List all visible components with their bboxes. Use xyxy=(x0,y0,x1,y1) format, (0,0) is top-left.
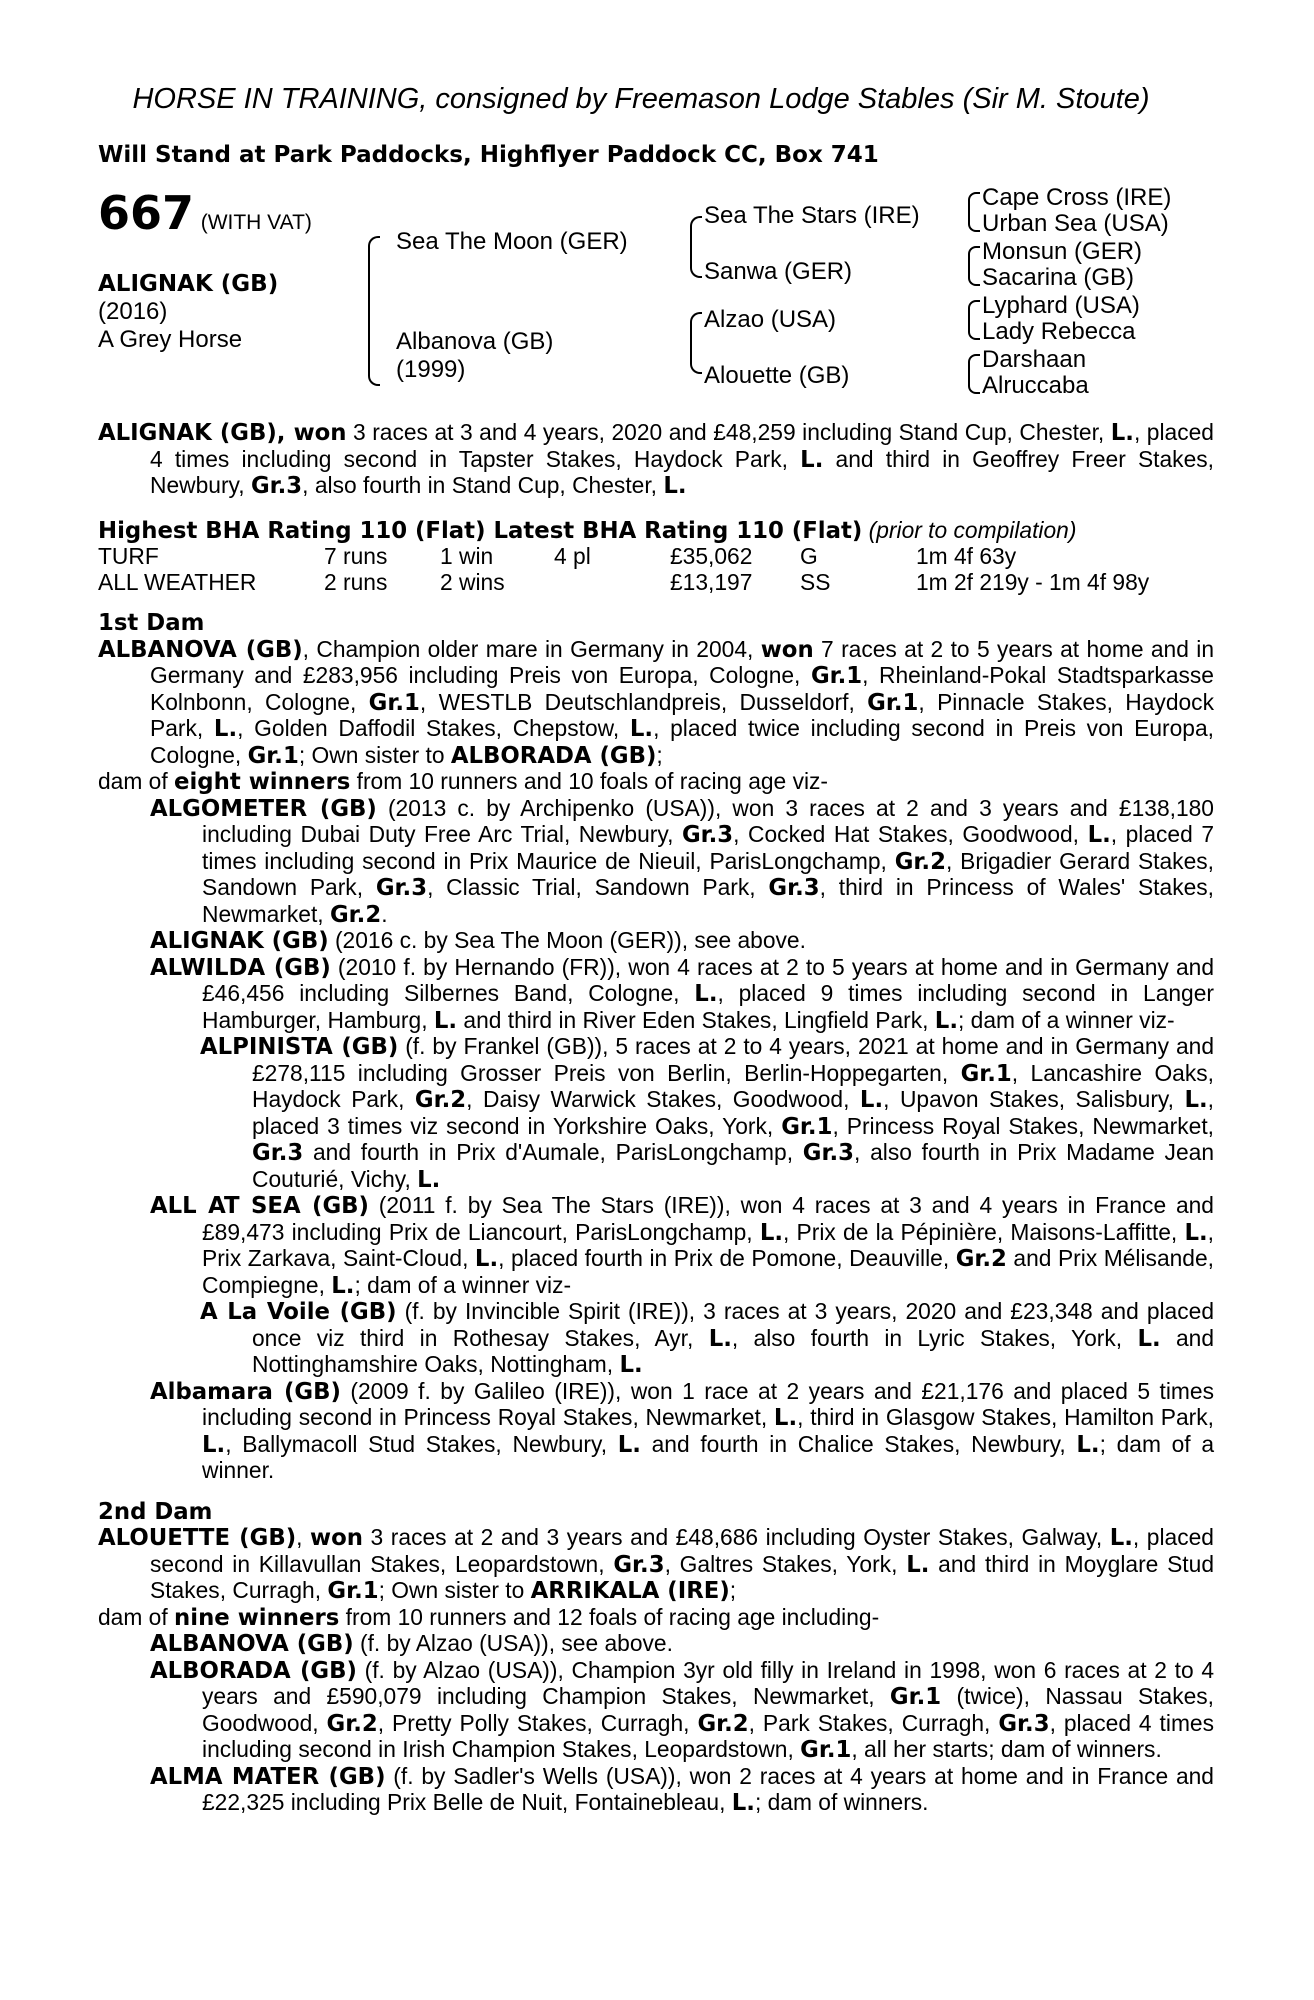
great-granddam-1: Urban Sea (USA) xyxy=(982,210,1169,237)
rating-wins: 2 wins xyxy=(440,568,505,595)
dam-name: Albanova (GB) xyxy=(396,328,554,355)
ratings-row-all-weather xyxy=(98,570,1214,596)
text-run: and fourth in Chalice Stakes, Newbury, xyxy=(640,1430,1077,1457)
second-dam-produce-line xyxy=(98,1605,1214,1632)
bold-text-run: Gr.3 xyxy=(681,822,734,848)
bold-text-run: L. xyxy=(433,1007,458,1034)
text-run: . xyxy=(381,900,388,927)
text-run: , placed 9 times including second in Langer Hamburger, Hamburg, xyxy=(202,980,1214,1033)
bold-text-run: Gr.1 xyxy=(800,1737,852,1763)
rating-surface: TURF xyxy=(98,543,159,569)
produce-alignak xyxy=(98,928,1214,955)
text-run: , Cocked Hat Stakes, Goodwood, xyxy=(733,821,1088,847)
summary-won: won xyxy=(293,420,347,446)
bold-text-run: Gr.3 xyxy=(768,875,820,901)
summary-listed-1: L. xyxy=(1110,420,1134,446)
bold-text-run: L. xyxy=(202,1431,226,1458)
ratings-label: Highest BHA Rating 110 (Flat) Latest BHA Rating 110 (Flat) xyxy=(98,517,863,544)
text-run: , placed 7 times including second in Prix Maurice de Nieuil, ParisLongchamp, xyxy=(202,821,1214,874)
bold-text-run: Gr.1 xyxy=(327,1578,379,1604)
text-run: (2011 f. by Sea The Stars (IRE)), won 4 races at 3 and 4 years in France and £89,473 including Prix de Liancourt, ParisLongchamp, xyxy=(202,1192,1214,1245)
text-run: (f. by Frankel (GB)), 5 races at 2 to 4 years, 2021 at home and in Germany and £278,115 including Grosser Preis von Berlin, Berlin-Hoppegarten, xyxy=(252,1033,1214,1086)
bold-text-run: L. xyxy=(1184,1087,1208,1113)
bold-text-run: L. xyxy=(934,1007,958,1034)
text-run: 3 races at 2 and 3 years and £48,686 including Oyster Stakes, Galway, xyxy=(362,1524,1110,1550)
bold-text-run: ALBORADA (GB) xyxy=(150,1657,357,1684)
dam-dam-name: Alouette (GB) xyxy=(704,362,850,389)
text-run: , Prix Zarkava, Saint-Cloud, xyxy=(202,1218,1214,1271)
text-run: (f. by Alzao (USA)), Champion 3yr old filly in Ireland in 1998, won 6 races at 2 to 4 years and £590,079 including Champion Stakes, Newmarket, xyxy=(202,1656,1214,1709)
bold-text-run: L. xyxy=(619,1352,643,1378)
bold-text-run: L. xyxy=(773,1405,798,1431)
produce-all-at-sea xyxy=(98,1193,1214,1299)
ratings-heading xyxy=(98,518,1214,545)
text-run: , Ballymacoll Stud Stakes, Newbury, xyxy=(225,1430,618,1457)
bold-text-run: ALIGNAK (GB) xyxy=(150,928,329,954)
rating-distance: 1m 4f 63y xyxy=(916,543,1017,569)
summary-text-1: 3 races at 3 and 4 years, 2020 and £48,259 including Stand Cup, Chester, xyxy=(346,419,1111,445)
text-run: (f. by Sadler's Wells (USA)), won 2 races at 4 years at home and in France and £22,325 including Prix Belle de Nuit, Fontainebleau, xyxy=(202,1762,1214,1815)
bold-text-run: won xyxy=(760,636,814,663)
text-run: , placed second in Killavullan Stakes, Leopardstown, xyxy=(150,1524,1214,1577)
bold-text-run: L. xyxy=(708,1325,732,1352)
text-run: , Upavon Stakes, Salisbury, xyxy=(883,1086,1185,1112)
text-run: , Rheinland-Pokal Stadtsparkasse Kolnbonn, Cologne, xyxy=(150,662,1214,715)
bold-text-run: nine winners xyxy=(174,1604,340,1631)
text-run: , Park Stakes, Curragh, xyxy=(748,1709,999,1736)
summary-horse-name: ALIGNAK (GB), xyxy=(98,420,294,446)
sire-sire-name: Sea The Stars (IRE) xyxy=(704,202,920,229)
produce-algometer xyxy=(98,796,1214,929)
bold-text-run: ALOUETTE (GB) xyxy=(98,1525,297,1551)
rating-places: 4 pl xyxy=(554,543,591,569)
pedigree-block xyxy=(98,180,1214,420)
great-granddam-2: Sacarina (GB) xyxy=(982,264,1135,291)
bold-text-run: Gr.3 xyxy=(613,1551,665,1578)
grand-brace-1 xyxy=(968,192,980,232)
bold-text-run: won xyxy=(310,1525,363,1551)
text-run: , Golden Daffodil Stakes, Chepstow, xyxy=(237,715,630,741)
ratings-row-turf xyxy=(98,544,1214,570)
first-dam-entry xyxy=(98,637,1214,770)
bold-text-run: L. xyxy=(1076,1431,1100,1458)
produce-alpinista xyxy=(98,1034,1214,1193)
dam-parents-brace xyxy=(690,312,702,374)
text-run: (2009 f. by Galileo (IRE)), won 1 race at 2 years and £21,176 and placed 5 times including second in Princess Royal Stakes, Newmarket, xyxy=(202,1377,1214,1430)
bold-text-run: L. xyxy=(629,716,654,742)
bold-text-run: Gr.2 xyxy=(329,901,382,928)
text-run: ; dam of winners. xyxy=(754,1789,929,1815)
rating-surface: ALL WEATHER xyxy=(98,568,257,595)
text-run: ; dam of a winner viz- xyxy=(354,1271,572,1298)
bold-text-run: L. xyxy=(617,1431,641,1458)
dam-year: (1999) xyxy=(396,356,466,383)
bold-text-run: Gr.3 xyxy=(998,1710,1050,1737)
bold-text-run: Gr.2 xyxy=(414,1087,467,1113)
produce-albamara xyxy=(98,1379,1214,1484)
bold-text-run: ALWILDA (GB) xyxy=(150,954,331,981)
text-run: , Galtres Stakes, York, xyxy=(664,1550,907,1577)
rating-wins: 1 win xyxy=(440,543,494,569)
produce-albanova xyxy=(98,1631,1214,1658)
text-run: , placed twice including second in Preis von Europa, Cologne, xyxy=(150,715,1214,768)
rating-runs: 2 runs xyxy=(324,568,388,595)
text-run: ; dam of a winner viz- xyxy=(957,1006,1175,1033)
text-run: and Prix Mélisande, Compiegne, xyxy=(202,1245,1214,1298)
bold-text-run: Gr.1 xyxy=(889,1684,942,1710)
grand-brace-2 xyxy=(968,246,980,286)
foaling-year: (2016) xyxy=(98,298,168,325)
bold-text-run: L. xyxy=(331,1272,355,1299)
text-run: , xyxy=(296,1524,311,1550)
first-dam-produce-line xyxy=(98,769,1214,796)
grand-brace-3 xyxy=(968,300,980,340)
dam-sire-name: Alzao (USA) xyxy=(704,306,837,333)
text-run: , Pinnacle Stakes, Haydock Park, xyxy=(150,688,1214,741)
text-run: dam of xyxy=(98,768,175,794)
text-run: , all her starts; dam of winners. xyxy=(851,1736,1162,1762)
rating-prize: £35,062 xyxy=(670,543,753,569)
ratings-note: (prior to compilation) xyxy=(868,516,1077,543)
lot-number: 667 xyxy=(98,186,195,240)
summary-text-2: , placed 4 times including second in Tapster Stakes, Haydock Park, xyxy=(150,419,1214,472)
produce-alwilda xyxy=(98,955,1214,1035)
sire-dam-name: Sanwa (GER) xyxy=(704,258,853,285)
text-run: (f. by Alzao (USA)), see above. xyxy=(353,1630,673,1656)
grand-brace-4 xyxy=(968,354,980,394)
bold-text-run: Gr.3 xyxy=(252,1140,304,1166)
bold-text-run: Gr.2 xyxy=(326,1710,378,1737)
text-run: ; xyxy=(656,741,663,768)
text-run: from 10 runners and 12 foals of racing age including- xyxy=(339,1603,880,1630)
bold-text-run: L. xyxy=(859,1087,884,1113)
bold-text-run: ALBANOVA (GB) xyxy=(150,1631,354,1657)
text-run: , Lancashire Oaks, Haydock Park, xyxy=(252,1059,1214,1112)
sire-name: Sea The Moon (GER) xyxy=(396,228,628,255)
bold-text-run: L. xyxy=(417,1166,441,1193)
text-run: , placed fourth in Prix de Pomone, Deauville, xyxy=(498,1245,956,1271)
text-run: ; Own sister to xyxy=(298,741,451,768)
bold-text-run: Albamara (GB) xyxy=(150,1378,341,1405)
lot-number-line xyxy=(98,188,312,238)
great-grandsire-3: Lyphard (USA) xyxy=(982,292,1140,319)
text-run: , Prix de la Pépinière, Maisons-Laffitte, xyxy=(783,1218,1185,1245)
summary-listed-3: L. xyxy=(663,473,687,499)
produce-alborada xyxy=(98,1658,1214,1764)
bold-text-run: Gr.3 xyxy=(802,1140,855,1166)
text-run: ; Own sister to xyxy=(378,1577,531,1603)
bold-text-run: ALGOMETER (GB) xyxy=(150,795,377,822)
bold-text-run: L. xyxy=(694,981,718,1007)
text-run: (f. by Invincible Spirit (IRE)), 3 races at 3 years, 2020 and £23,348 and placed once viz third in Rothesay Stakes, Ayr, xyxy=(252,1298,1214,1351)
summary-group-3: Gr.3 xyxy=(250,473,303,499)
text-run: ; xyxy=(729,1577,737,1603)
text-run: (twice), Nassau Stakes, Goodwood, xyxy=(202,1683,1215,1736)
rating-going: SS xyxy=(800,568,831,595)
text-run: and third in Moyglare Stud Stakes, Curragh, xyxy=(150,1550,1215,1603)
text-run: , Brigadier Gerard Stakes, Sandown Park, xyxy=(202,847,1214,900)
great-grandsire-4: Darshaan xyxy=(982,346,1087,373)
text-run: (2016 c. by Sea The Moon (GER)), see above. xyxy=(328,927,806,953)
consignment-heading: HORSE IN TRAINING, consigned by Freemason Lodge Stables (Sir M. Stoute) xyxy=(132,83,1150,115)
text-run: , third in Glasgow Stakes, Hamilton Park, xyxy=(797,1404,1214,1430)
sire-dam-brace xyxy=(368,236,380,386)
horse-name: ALIGNAK (GB) xyxy=(98,271,279,297)
summary-listed-2: L. xyxy=(800,446,824,473)
bold-text-run: Gr.1 xyxy=(247,742,299,769)
bold-text-run: L. xyxy=(1184,1219,1208,1246)
text-run: 7 races at 2 to 5 years at home and in Germany and £283,956 including Preis von Europa, Cologne, xyxy=(150,635,1215,688)
text-run: , placed 4 times including second in Irish Champion Stakes, Leopardstown, xyxy=(202,1709,1215,1762)
bold-text-run: Gr.1 xyxy=(960,1060,1012,1087)
text-run: , Pretty Polly Stakes, Curragh, xyxy=(377,1709,698,1736)
text-run: from 10 runners and 10 foals of racing age viz- xyxy=(350,768,829,794)
bold-text-run: L. xyxy=(1109,1525,1133,1551)
bold-text-run: ARRIKALA (IRE) xyxy=(530,1578,730,1604)
bold-text-run: Gr.2 xyxy=(894,848,946,875)
bold-text-run: ALBORADA (GB) xyxy=(450,742,657,769)
text-run: and fourth in Prix d'Aumale, ParisLongchamp, xyxy=(303,1139,803,1165)
bold-text-run: L. xyxy=(731,1790,755,1816)
horse-description: A Grey Horse xyxy=(98,326,243,353)
rating-going: G xyxy=(800,543,818,569)
bold-text-run: Gr.1 xyxy=(368,689,420,716)
text-run: , Classic Trial, Sandown Park, xyxy=(427,874,769,900)
first-dam-title: 1st Dam xyxy=(98,610,205,636)
bold-text-run: Gr.2 xyxy=(697,1710,749,1737)
produce-a-la-voile xyxy=(98,1299,1214,1379)
bold-text-run: L. xyxy=(759,1219,783,1246)
bold-text-run: Gr.1 xyxy=(867,689,919,716)
text-run: and Nottinghamshire Oaks, Nottingham, xyxy=(252,1324,1214,1377)
text-run: , also fourth in Prix Madame Jean Couturié, Vichy, xyxy=(252,1139,1214,1192)
summary-text-3: and third in Geoffrey Freer Stakes, Newbury, xyxy=(150,445,1214,498)
bold-text-run: ALPINISTA (GB) xyxy=(200,1034,399,1060)
ratings-block xyxy=(98,518,1214,596)
produce-alma-mater xyxy=(98,1764,1214,1817)
location-line: Will Stand at Park Paddocks, Highflyer Paddock CC, Box 741 xyxy=(98,142,879,168)
text-run: and third in River Eden Stakes, Lingfield Park, xyxy=(457,1006,935,1033)
bold-text-run: L. xyxy=(1137,1325,1161,1352)
second-dam-entry xyxy=(98,1525,1214,1605)
great-grandsire-1: Cape Cross (IRE) xyxy=(982,184,1172,211)
sire-parents-brace xyxy=(690,216,702,278)
bold-text-run: L. xyxy=(1087,822,1111,848)
text-run: , Champion older mare in Germany in 2004, xyxy=(302,635,761,662)
bold-text-run: Gr.1 xyxy=(781,1113,833,1140)
text-run: , also fourth in Lyric Stakes, York, xyxy=(731,1324,1138,1351)
great-granddam-4: Alruccaba xyxy=(982,372,1089,399)
text-run: dam of xyxy=(98,1603,175,1630)
rating-runs: 7 runs xyxy=(324,543,388,569)
text-run: ; dam of a winner. xyxy=(202,1430,1215,1483)
bold-text-run: Gr.3 xyxy=(375,875,428,901)
bold-text-run: L. xyxy=(474,1246,499,1272)
bold-text-run: A La Voile (GB) xyxy=(200,1299,397,1325)
text-run: (2013 c. by Archipenko (USA)), won 3 races at 2 and 3 years and £138,180 including Dubai Duty Free Arc Trial, Newbury, xyxy=(202,794,1214,847)
bold-text-run: Gr.2 xyxy=(955,1246,1007,1272)
vat-note: (WITH VAT) xyxy=(200,211,312,234)
summary-text-4: , also fourth in Stand Cup, Chester, xyxy=(302,472,664,498)
text-run: , Princess Royal Stakes, Newmarket, xyxy=(832,1112,1214,1139)
bold-text-run: ALMA MATER (GB) xyxy=(150,1763,386,1790)
text-run: , WESTLB Deutschlandpreis, Dusseldorf, xyxy=(419,688,868,715)
rating-prize: £13,197 xyxy=(670,568,753,595)
great-grandsire-2: Monsun (GER) xyxy=(982,238,1143,265)
text-run: , Daisy Warwick Stakes, Goodwood, xyxy=(466,1086,860,1112)
text-run: , placed 3 times viz second in Yorkshire Oaks, York, xyxy=(252,1086,1214,1139)
bold-text-run: ALBANOVA (GB) xyxy=(98,636,303,663)
bold-text-run: L. xyxy=(213,716,238,742)
catalogue-page xyxy=(98,80,1214,1817)
bold-text-run: Gr.1 xyxy=(810,663,863,689)
text-run: , third in Princess of Wales' Stakes, Newmarket, xyxy=(202,874,1215,927)
second-dam-title: 2nd Dam xyxy=(98,1498,213,1525)
race-summary xyxy=(98,420,1214,500)
rating-distance: 1m 2f 219y - 1m 4f 98y xyxy=(916,568,1150,595)
great-granddam-3: Lady Rebecca xyxy=(982,318,1136,345)
bold-text-run: L. xyxy=(906,1551,930,1578)
bold-text-run: eight winners xyxy=(174,769,351,795)
bold-text-run: ALL AT SEA (GB) xyxy=(150,1193,369,1219)
text-run: (2010 f. by Hernando (FR)), won 4 races at 2 to 5 years at home and in Germany and £46,456 including Silbernes Band, Cologne, xyxy=(202,953,1214,1006)
